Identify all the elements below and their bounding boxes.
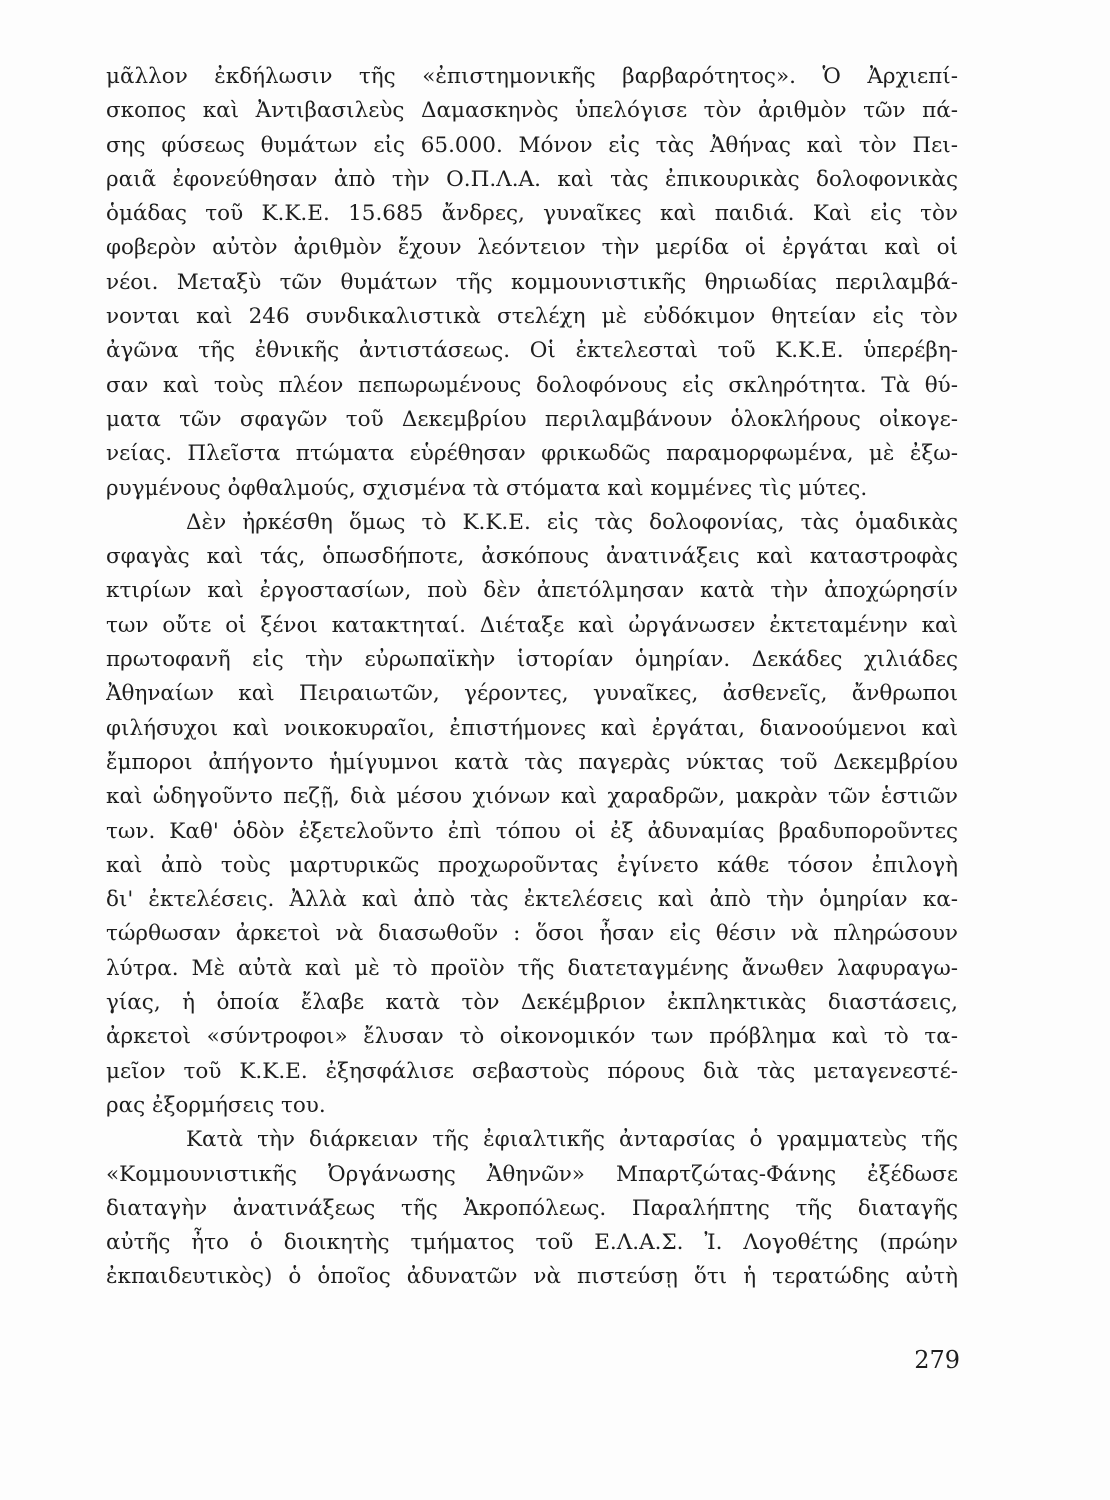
page-number: 279 [914, 1346, 960, 1374]
text-line: σκοπος καὶ Ἀντιβασιλεὺς Δαμασκηνὸς ὑπελόγισε τὸν ἀριθμὸν τῶν πά- [106, 98, 958, 124]
text-line: Κατὰ τὴν διάρκειαν τῆς ἐφιαλτικῆς ἀνταρσίας ὁ γραμματεὺς τῆς [186, 1127, 958, 1153]
text-line: λύτρα. Μὲ αὐτὰ καὶ μὲ τὸ προϊὸν τῆς διατεταγμένης ἄνωθεν λαφυραγω- [106, 955, 958, 981]
text-line: ἐκπαιδευτικὸς) ὁ ὁποῖος ἀδυνατῶν νὰ πιστεύσῃ ὅτι ἡ τερατώδης αὐτὴ [106, 1264, 958, 1290]
text-line: ραιᾶ ἐφονεύθησαν ἀπὸ τὴν Ο.Π.Λ.Α. καὶ τὰς ἐπικουρικὰς δολοφονικὰς [106, 166, 958, 192]
text-line: πρωτοφανῆ εἰς τὴν εὐρωπαϊκὴν ἱστορίαν ὁμηρίαν. Δεκάδες χιλιάδες [106, 647, 958, 673]
text-line: «Κομμουνιστικῆς Ὀργάνωσης Ἀθηνῶν» Μπαρτζώτας-Φάνης ἐξέδωσε [106, 1161, 958, 1187]
text-line: ἀρκετοὶ «σύντροφοι» ἔλυσαν τὸ οἰκονομικόν των πρόβλημα καὶ τὸ τα- [106, 1024, 958, 1050]
text-line: ὁμάδας τοῦ Κ.Κ.Ε. 15.685 ἄνδρες, γυναῖκες καὶ παιδιά. Καὶ εἰς τὸν [106, 201, 958, 227]
text-line: δι' ἐκτελέσεις. Ἀλλὰ καὶ ἀπὸ τὰς ἐκτελέσεις καὶ ἀπὸ τὴν ὁμηρίαν κα- [106, 887, 958, 913]
text-line: φοβερὸν αὐτὸν ἀριθμὸν ἔχουν λεόντειον τὴν μερίδα οἱ ἐργάται καὶ οἱ [106, 235, 958, 261]
text-line: σης φύσεως θυμάτων εἰς 65.000. Μόνον εἰς τὰς Ἀθήνας καὶ τὸν Πει- [106, 132, 958, 158]
text-line: ρας ἐξορμήσεις του. [106, 1092, 326, 1118]
text-line: καὶ ἀπὸ τοὺς μαρτυρικῶς προχωροῦντας ἐγίνετο κάθε τόσον ἐπιλογὴ [106, 852, 958, 878]
text-line: Ἀθηναίων καὶ Πειραιωτῶν, γέροντες, γυναῖκες, ἀσθενεῖς, ἄνθρωποι [106, 681, 958, 707]
text-line: νείας. Πλεῖστα πτώματα εὑρέθησαν φρικωδῶς παραμορφωμένα, μὲ ἐξω- [106, 441, 958, 467]
text-line: των οὔτε οἱ ξένοι κατακτηταί. Διέταξε καὶ ὠργάνωσεν ἐκτεταμένην καὶ [106, 612, 958, 638]
text-line: γίας, ἡ ὁποία ἔλαβε κατὰ τὸν Δεκέμβριον ἐκπληκτικὰς διαστάσεις, [106, 990, 958, 1016]
text-line: Δὲν ἠρκέσθη ὅμως τὸ Κ.Κ.Ε. εἰς τὰς δολοφονίας, τὰς ὁμαδικὰς [186, 509, 958, 535]
text-line: διαταγὴν ἀνατινάξεως τῆς Ἀκροπόλεως. Παραλήπτης τῆς διαταγῆς [106, 1195, 958, 1221]
text-line: αὐτῆς ἦτο ὁ διοικητὴς τμήματος τοῦ Ε.Λ.Α.Σ. Ἰ. Λογοθέτης (πρώην [106, 1230, 958, 1256]
text-line: τώρθωσαν ἀρκετοὶ νὰ διασωθοῦν : ὅσοι ἦσαν εἰς θέσιν νὰ πληρώσουν [106, 921, 958, 947]
text-line: νονται καὶ 246 συνδικαλιστικὰ στελέχη μὲ εὐδόκιμον θητείαν εἰς τὸν [106, 304, 958, 330]
text-line: ματα τῶν σφαγῶν τοῦ Δεκεμβρίου περιλαμβάνουν ὁλοκλήρους οἰκογε- [106, 406, 958, 432]
text-line: των. Καθ' ὁδὸν ἐξετελοῦντο ἐπὶ τόπου οἱ ἐξ ἀδυναμίας βραδυποροῦντες [106, 818, 958, 844]
text-line: ρυγμένους ὀφθαλμούς, σχισμένα τὰ στόματα καὶ κομμένες τὶς μύτες. [106, 475, 868, 501]
text-line: μεῖον τοῦ Κ.Κ.Ε. ἐξησφάλισε σεβαστοὺς πόρους διὰ τὰς μεταγενεστέ- [106, 1058, 958, 1084]
text-line: ἀγῶνα τῆς ἐθνικῆς ἀντιστάσεως. Οἱ ἐκτελεσταὶ τοῦ Κ.Κ.Ε. ὑπερέβη- [106, 338, 958, 364]
text-line: σαν καὶ τοὺς πλέον πεπωρωμένους δολοφόνους εἰς σκληρότητα. Τὰ θύ- [106, 372, 958, 398]
text-line: καὶ ὡδηγοῦντο πεζῇ, διὰ μέσου χιόνων καὶ χαραδρῶν, μακρὰν τῶν ἑστιῶν [106, 784, 958, 810]
text-line: μᾶλλον ἐκδήλωσιν τῆς «ἐπιστημονικῆς βαρβαρότητος». Ὁ Ἀρχιεπί- [106, 64, 958, 89]
text-line: κτιρίων καὶ ἐργοστασίων, ποὺ δὲν ἀπετόλμησαν κατὰ τὴν ἀποχώρησίν [106, 578, 958, 604]
text-line: φιλήσυχοι καὶ νοικοκυραῖοι, ἐπιστήμονες καὶ ἐργάται, διανοούμενοι καὶ [106, 715, 958, 741]
text-line: ἔμποροι ἀπήγοντο ἡμίγυμνοι κατὰ τὰς παγερὰς νύκτας τοῦ Δεκεμβρίου [106, 749, 958, 775]
body-text [106, 60, 958, 1295]
text-line: σφαγὰς καὶ τάς, ὁπωσδήποτε, ἀσκόπους ἀνατινάξεις καὶ καταστροφὰς [106, 544, 958, 570]
text-line: νέοι. Μεταξὺ τῶν θυμάτων τῆς κομμουνιστικῆς θηριωδίας περιλαμβά- [106, 269, 958, 295]
